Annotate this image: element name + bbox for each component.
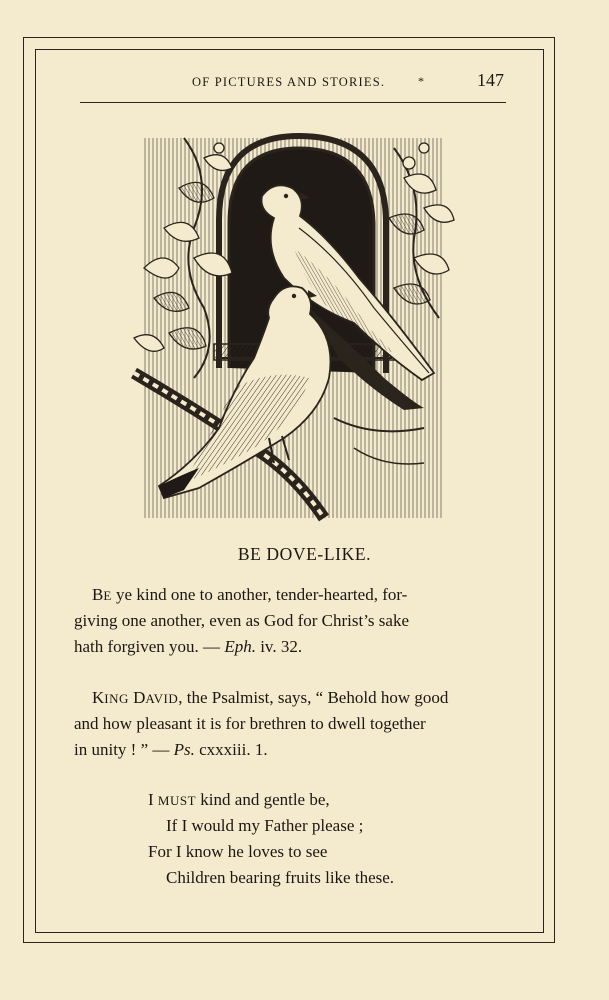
scripture-reference-book: Eph.	[224, 637, 256, 656]
poem-line-1	[148, 790, 330, 810]
section-heading: BE DOVE-LIKE.	[237, 544, 372, 564]
running-head-title: OF PICTURES AND STORIES.	[192, 75, 386, 89]
psalm-small-caps-2: AVID	[145, 691, 179, 706]
poem-line-4: Children bearing fruits like these.	[166, 868, 395, 887]
scripture-small-caps: E	[103, 588, 112, 603]
scripture-line-1	[92, 585, 407, 605]
scripture-line-1-text: ye kind one to another, tender-hearted, for-	[111, 585, 408, 604]
poem-small-caps: MUST	[157, 793, 197, 808]
psalm-reference-verse: cxxxiii. 1.	[194, 740, 268, 759]
psalm-line-2: and how pleasant it is for brethren to dwell together	[74, 714, 426, 733]
poem-cap: I	[148, 790, 154, 809]
running-head-marker: *	[418, 74, 424, 88]
poem-line-2: If I would my Father please ;	[166, 816, 364, 835]
scripture-line-2: giving one another, even as God for Christ’s sake	[74, 611, 409, 630]
psalm-line-1	[92, 688, 448, 708]
scripture-drop-cap: B	[92, 585, 104, 604]
psalm-small-caps-1: ING	[104, 691, 129, 706]
running-head	[80, 70, 506, 100]
header-rule	[80, 102, 506, 103]
scripture-reference-verse: iv. 32.	[255, 637, 303, 656]
psalm-cap-1: K	[92, 688, 105, 707]
psalm-line-3-text: in unity ! ” —	[74, 740, 174, 759]
psalm-line-3	[74, 740, 268, 760]
dove-engraving	[124, 118, 469, 530]
scripture-line-3	[74, 637, 302, 657]
poem-line-3: For I know he loves to see	[148, 842, 328, 861]
psalm-reference-book: Ps.	[173, 740, 195, 759]
scripture-line-3-text: hath forgiven you. —	[74, 637, 225, 656]
psalm-line-1-text: , the Psalmist, says, “ Behold how good	[178, 688, 449, 707]
page-number: 147	[477, 70, 504, 90]
psalm-cap-2: D	[133, 688, 146, 707]
poem-line-1-text: kind and gentle be,	[196, 790, 330, 809]
